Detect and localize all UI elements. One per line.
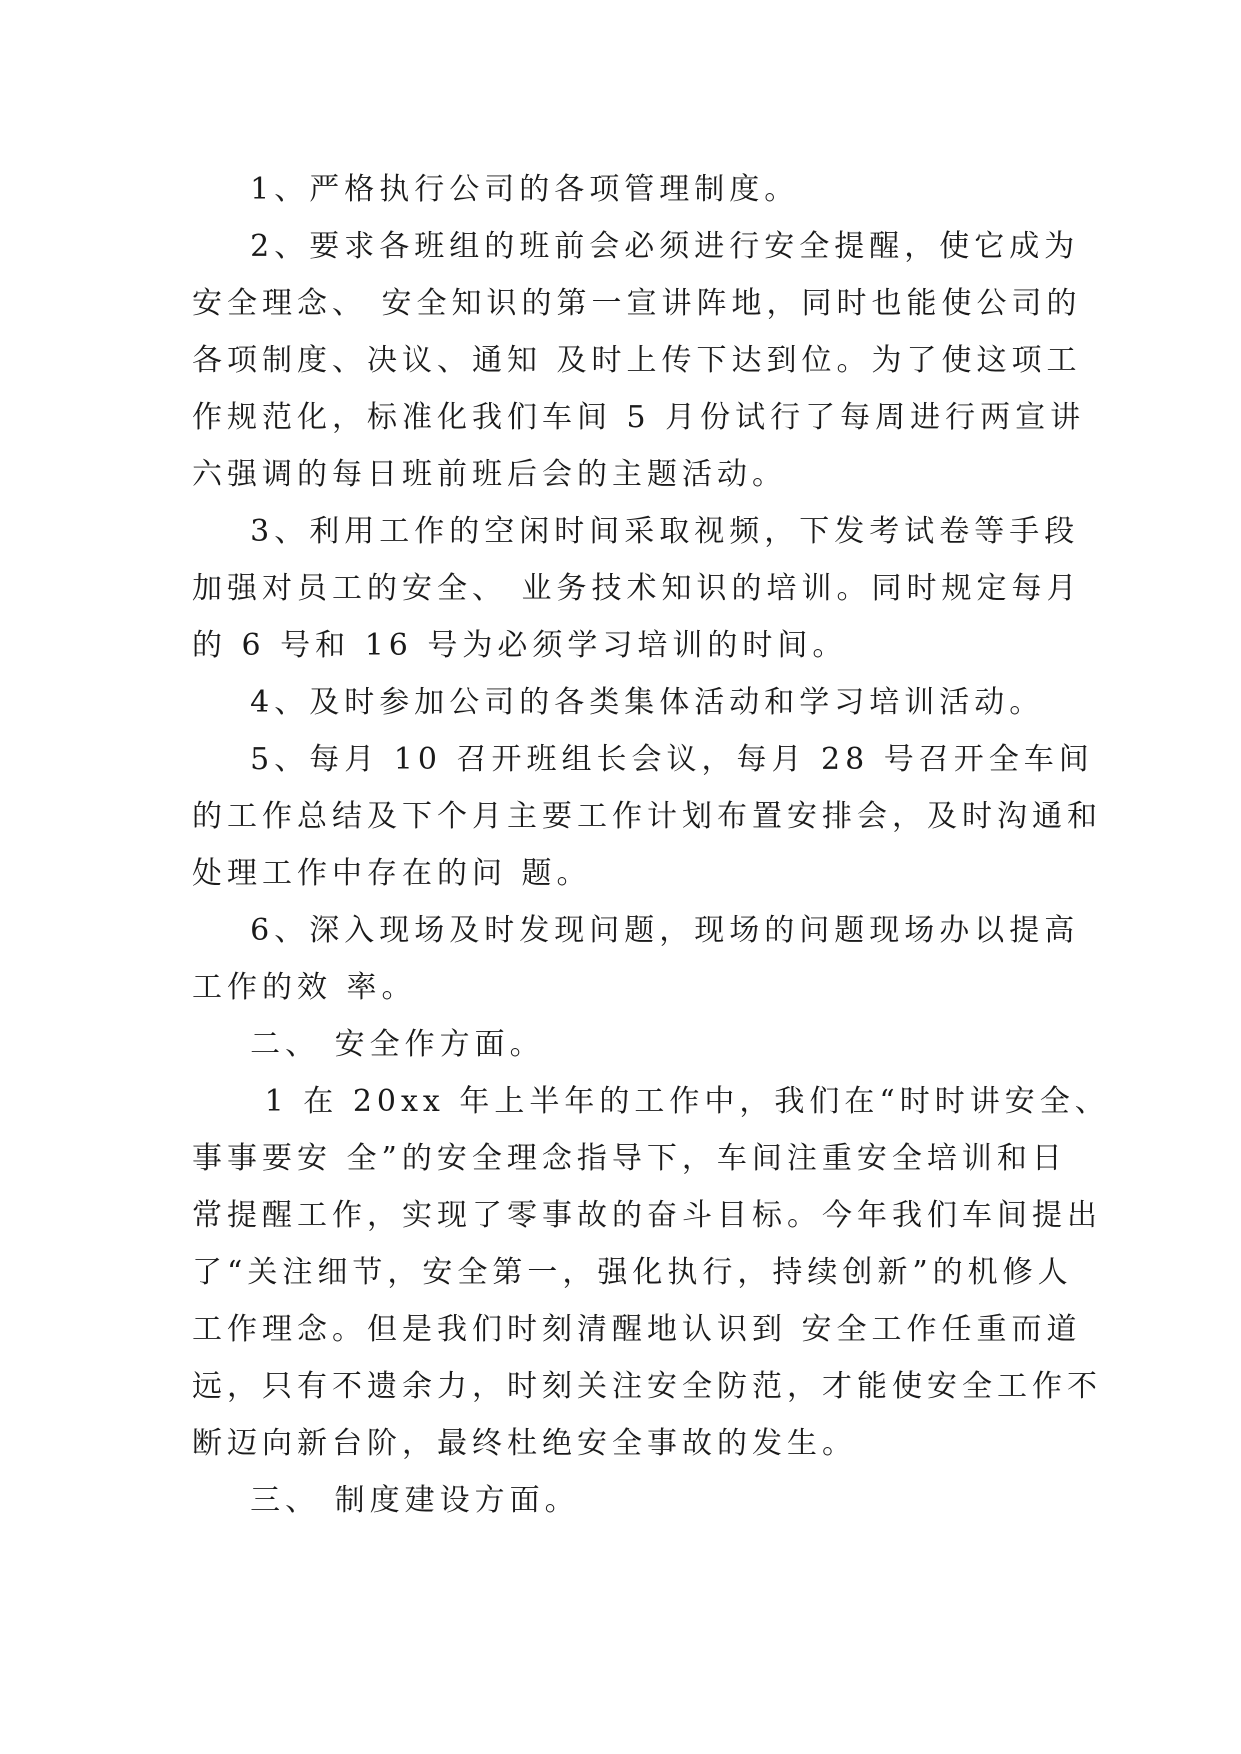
text-line: 加强对员工的安全、 业务技术知识的培训。同时规定每月 [192,571,1082,606]
text-line: 各项制度、决议、通知 及时上传下达到位。为了使这项工 [192,343,1082,378]
text-line: 二、 安全作方面。 [192,1027,545,1062]
text-line: 了“关注细节，安全第一，强化执行，持续创新”的机修人 [192,1255,1073,1290]
text-line: 工作理念。但是我们时刻清醒地认识到 安全工作任重而道 [192,1312,1082,1347]
text-line: 6、深入现场及时发现问题，现场的问题现场办以提高 [192,913,1080,948]
text-line: 的工作总结及下个月主要工作计划布置安排会，及时沟通和 [192,799,1102,834]
text-line: 三、 制度建设方面。 [192,1483,580,1518]
text-line: 3、利用工作的空闲时间采取视频，下发考试卷等手段 [192,514,1080,549]
text-line: 安全理念、 安全知识的第一宣讲阵地，同时也能使公司的 [192,286,1082,321]
text-line: 1、严格执行公司的各项管理制度。 [192,172,800,207]
text-line: 作规范化，标准化我们车间 5 月份试行了每周进行两宣讲 [192,400,1086,435]
text-line: 4、及时参加公司的各类集体活动和学习培训活动。 [192,685,1045,720]
text-line: 常提醒工作，实现了零事故的奋斗目标。今年我们车间提出 [192,1198,1102,1233]
text-line: 处理工作中存在的问 题。 [192,856,592,891]
text-line: 1 在 20xx 年上半年的工作中，我们在“时时讲安全、 [192,1084,1110,1119]
text-line: 事事要安 全”的安全理念指导下，车间注重安全培训和日 [192,1141,1067,1176]
text-line: 六强调的每日班前班后会的主题活动。 [192,457,787,492]
text-line: 远，只有不遗余力，时刻关注安全防范，才能使安全工作不 [192,1369,1102,1404]
text-line: 工作的效 率。 [192,970,417,1005]
text-line: 断迈向新台阶，最终杜绝安全事故的发生。 [192,1426,857,1461]
text-line: 5、每月 10 召开班组长会议，每月 28 号召开全车间 [192,742,1094,777]
text-line: 2、要求各班组的班前会必须进行安全提醒，使它成为 [192,229,1080,264]
text-line: 的 6 号和 16 号为必须学习培训的时间。 [192,628,848,663]
